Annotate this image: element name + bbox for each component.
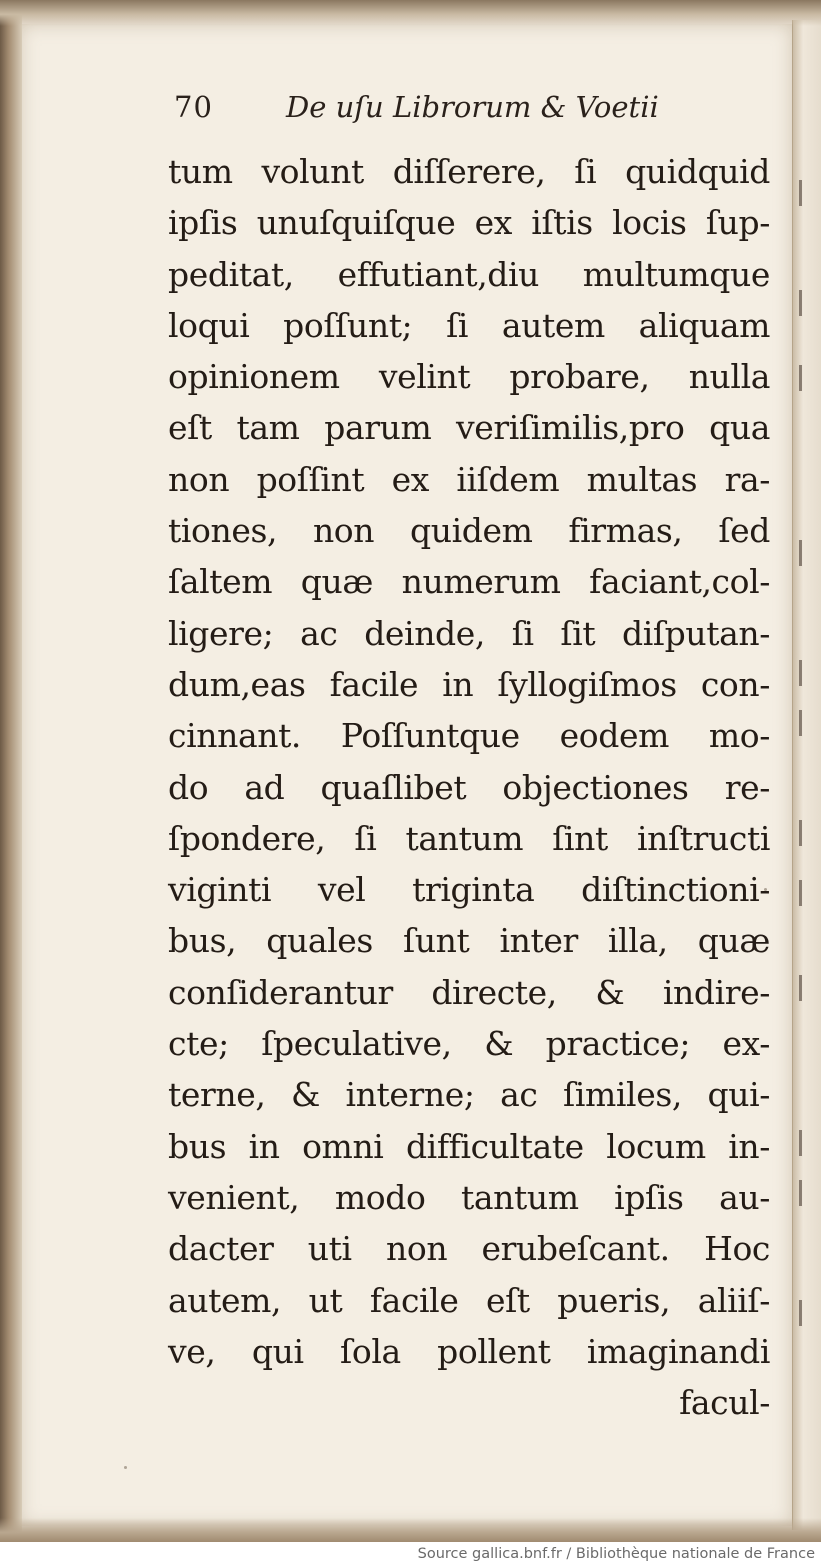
text-line: non poſſint ex iiſdem multas ra- (168, 459, 770, 499)
binding-shadow (0, 0, 22, 1542)
text-line: tum volunt diſſerere, ſi quidquid (168, 152, 770, 191)
edge-mark (799, 1130, 802, 1156)
text-line: ligere; ac deinde, ſi ſit diſputan- (168, 613, 770, 653)
source-attribution: Source gallica.bnf.fr / Bibliothèque nationale de France (417, 1546, 815, 1562)
text-line: dacter uti non erubeſcant. Hoc (168, 1229, 770, 1269)
text-line: conſiderantur directe, & indire- (168, 972, 770, 1012)
body-text (168, 146, 770, 1428)
paper-speck (124, 1466, 127, 1469)
running-title: De uſu Librorum & Voetii (286, 90, 659, 124)
text-line: ſaltem quæ numerum faciant,col- (168, 562, 770, 602)
text-line: opinionem velint probare, nulla (168, 357, 770, 397)
edge-mark (799, 880, 802, 906)
top-edge-shadow (0, 0, 821, 26)
text-line: venient, modo tantum ipſis au- (168, 1177, 770, 1217)
text-line: cte; ſpeculative, & practice; ex- (168, 1024, 770, 1064)
text-line: ſpondere, ſi tantum ſint inſtructi (168, 818, 770, 858)
text-line: tiones, non quidem firmas, ſed (168, 511, 770, 551)
text-line: autem, ut facile eſt pueris, aliiſ- (168, 1280, 770, 1320)
text-line: dum,eas facile in ſyllogiſmos con- (168, 664, 770, 704)
page-number: 70 (174, 90, 213, 124)
edge-mark (799, 820, 802, 846)
edge-mark (799, 365, 802, 391)
text-line: do ad quaſlibet objectiones re- (168, 767, 770, 807)
facing-page-edge (792, 20, 821, 1530)
text-line: viginti vel triginta diſtinctioni- (168, 870, 770, 910)
edge-mark (799, 290, 802, 316)
text-line: eſt tam parum veriſimilis,pro qua (168, 408, 770, 448)
text-line: terne, & interne; ac ſimiles, qui- (168, 1075, 770, 1115)
edge-mark (799, 180, 802, 206)
text-line: peditat, effutiant,diu multumque (168, 254, 770, 294)
edge-mark (799, 975, 802, 1001)
edge-mark (799, 710, 802, 736)
page-header (174, 90, 694, 134)
edge-mark (799, 540, 802, 566)
text-line: bus in omni difficultate locum in- (168, 1126, 770, 1166)
bottom-edge-shadow (0, 1518, 821, 1542)
text-line: bus, quales ſunt inter illa, quæ (168, 921, 770, 961)
text-line: ve, qui ſola pollent imaginandi (168, 1331, 770, 1371)
text-line: cinnant. Poſſuntque eodem mo- (168, 716, 770, 756)
text-line: loqui poſſunt; ſi autem aliquam (168, 305, 770, 345)
catchword: facul- (679, 1383, 770, 1423)
text-line: ipſis unuſquiſque ex iſtis locis ſup- (168, 203, 770, 243)
edge-mark (799, 1180, 802, 1206)
edge-mark (799, 1300, 802, 1326)
edge-mark (799, 660, 802, 686)
